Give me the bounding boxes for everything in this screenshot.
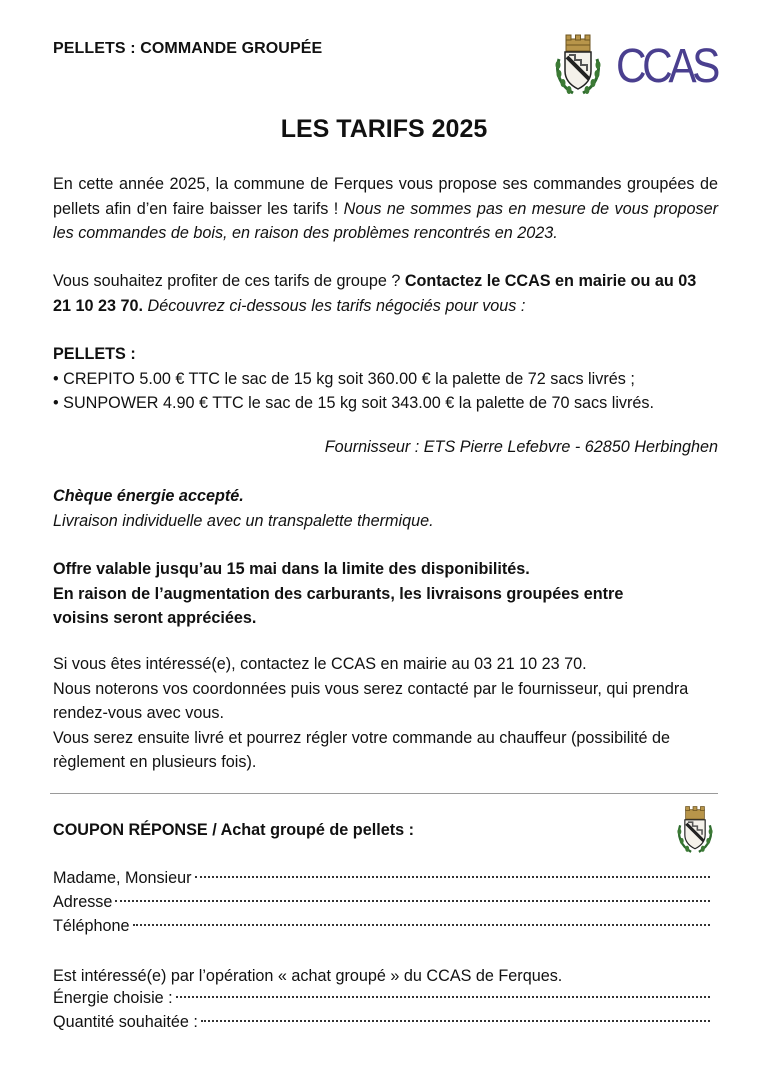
coupon-crest-icon — [674, 805, 716, 855]
field-energy-line[interactable] — [176, 996, 710, 998]
offer-paragraph — [53, 269, 718, 318]
notice-validity: Offre valable jusqu’au 15 mai dans la limite des disponibilités. — [53, 560, 530, 578]
field-name-line[interactable] — [195, 876, 710, 878]
coupon-title: COUPON RÉPONSE / Achat groupé de pellets : — [53, 821, 414, 839]
contact-section — [53, 652, 718, 775]
field-address-label: Adresse — [53, 893, 113, 911]
payment-section — [53, 484, 718, 533]
field-quantity-line[interactable] — [201, 1020, 710, 1022]
pellets-section — [53, 342, 718, 416]
contact-line-1: Si vous êtes intéressé(e), contactez le CCAS en mairie au 03 21 10 23 70. — [53, 655, 587, 673]
field-phone-line[interactable] — [133, 924, 710, 926]
ccas-logo-text: CCAS — [616, 40, 719, 88]
town-crest-icon — [553, 33, 603, 97]
offer-contact: Contactez le CCAS en mairie ou au 03 21 10 23 70. — [53, 272, 697, 315]
field-quantity-label: Quantité souhaitée : — [53, 1013, 198, 1031]
offer-discover: Découvrez ci-dessous les tarifs négociés pour vous : — [143, 296, 526, 315]
field-address-line[interactable] — [115, 900, 710, 902]
field-energy-label: Énergie choisie : — [53, 989, 173, 1007]
supplier-line: Fournisseur : ETS Pierre Lefebvre - 62850 Herbinghen — [324, 438, 718, 456]
contact-line-3: Vous serez ensuite livré et pourrez régler votre commande au chauffeur (possibilité de règlement en plusieurs fois). — [53, 728, 670, 771]
coupon-divider — [50, 793, 718, 794]
offer-notice — [53, 557, 718, 631]
field-phone-label: Téléphone — [53, 917, 130, 935]
pellets-heading: PELLETS : — [53, 345, 136, 363]
field-name[interactable] — [53, 869, 710, 893]
contact-line-2: Nous noterons vos coordonnées puis vous serez contacté par le fournisseur, qui prendra rendez-vous avec vous. — [53, 679, 689, 722]
coupon-interest-line: Est intéressé(e) par l’opération « achat groupé » du CCAS de Ferques. — [53, 967, 563, 985]
pellet-item-sunpower: • SUNPOWER 4.90 € TTC le sac de 15 kg soit 343.00 € la palette de 70 sacs livrés. — [53, 394, 655, 412]
field-energy[interactable] — [53, 989, 710, 1013]
field-name-label: Madame, Monsieur — [53, 869, 192, 887]
intro-paragraph — [53, 172, 718, 246]
cheque-energie: Chèque énergie accepté. — [53, 487, 244, 505]
field-quantity[interactable] — [53, 1013, 710, 1037]
header-label: PELLETS : COMMANDE GROUPÉE — [53, 40, 323, 57]
intro-note: Nous ne sommes pas en mesure de vous proposer les commandes de bois, en raison des problèmes rencontrés en 2023. — [53, 199, 718, 242]
page-title: LES TARIFS 2025 — [280, 115, 488, 143]
field-phone[interactable] — [53, 917, 710, 941]
offer-text: Vous souhaitez profiter de ces tarifs de groupe ? — [53, 272, 405, 290]
pellet-item-crepito: • CREPITO 5.00 € TTC le sac de 15 kg soit 360.00 € la palette de 72 sacs livrés ; — [53, 369, 635, 388]
notice-fuel: En raison de l’augmentation des carburants, les livraisons groupées entre voisins seront appréciées. — [53, 584, 624, 627]
ccas-logo — [616, 36, 720, 88]
delivery-info: Livraison individuelle avec un transpalette thermique. — [53, 511, 434, 530]
intro-text: En cette année 2025, la commune de Ferques vous propose ses commandes groupées de pellets afin d’en faire baisser les tarifs ! — [53, 175, 718, 218]
field-address[interactable] — [53, 893, 710, 917]
